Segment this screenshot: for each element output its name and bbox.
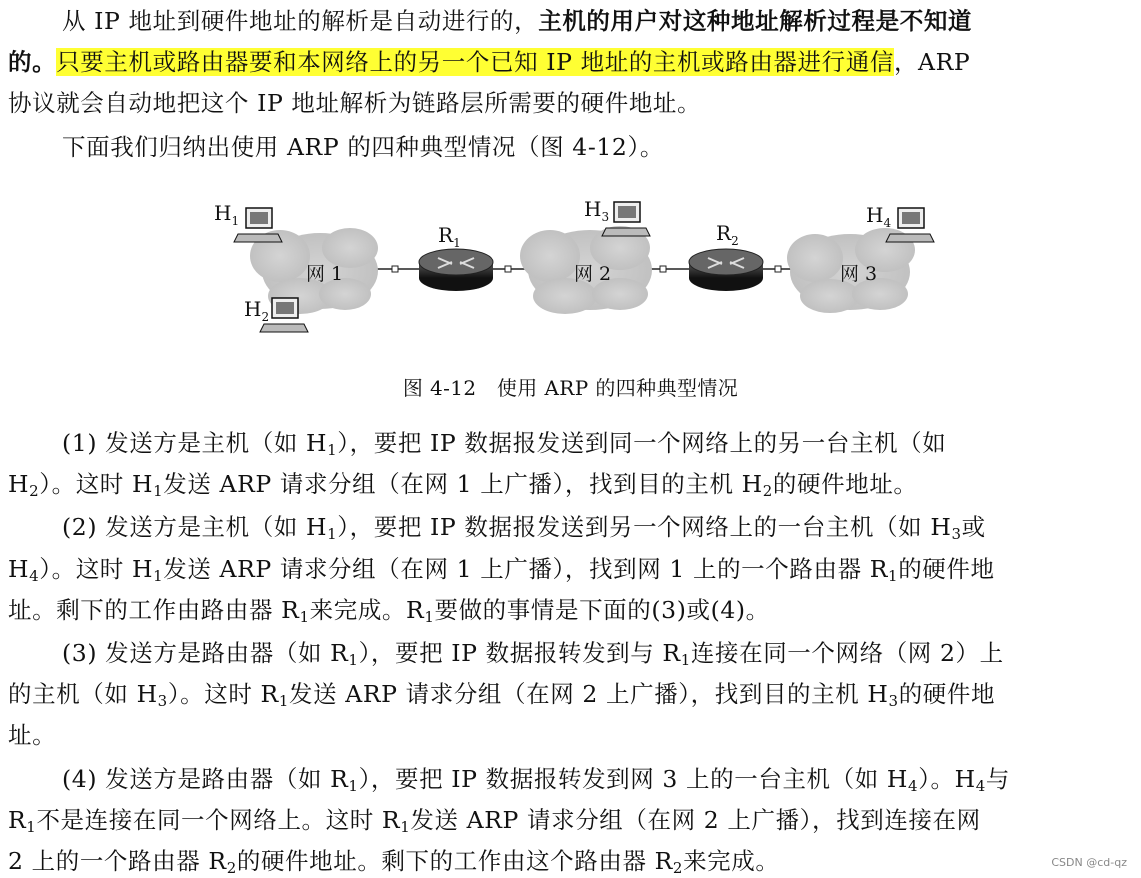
host-h4-computer-icon	[886, 208, 934, 242]
figure-caption: 图 4-12 使用 ARP 的四种典型情况	[402, 376, 739, 400]
case-2-line-2: $H_4$）。这时 $H_1$发送 ARP 请求分组（在网 1 上广播），找到网 1 上的一个路由器 $R_1$的硬件地	[8, 555, 995, 585]
host-h3-computer-icon	[602, 202, 650, 236]
label-h4: $H_4$	[866, 203, 892, 230]
label-net2: 网 2	[574, 263, 612, 285]
intro-text: ，ARP	[893, 48, 971, 76]
case-3-line-3: 址。	[8, 721, 57, 749]
network-diagram	[0, 186, 1141, 366]
case-4-line-1: (4) 发送方是路由器（如 $R_1$），要把 IP 数据报转发到网 3 上的一台主机（如 $H_4$）。$H_4$与	[62, 765, 1010, 795]
label-net1: 网 1	[306, 263, 344, 285]
label-h1: $H_1$	[214, 201, 240, 228]
label-r1: $R_1$	[438, 223, 461, 250]
intro-text: 从 IP 地址到硬件地址的解析是自动进行的，	[62, 7, 539, 35]
label-h3: $H_3$	[584, 197, 610, 224]
router-r1	[419, 249, 493, 291]
intro-bold-text: 主机的用户对这种地址解析过程是不知道	[538, 7, 973, 35]
watermark: CSDN @cd-qz	[1051, 856, 1127, 869]
case-1-line-1: (1) 发送方是主机（如 $H_1$），要把 IP 数据报发送到同一个网络上的另一台主机（如	[62, 429, 947, 459]
intro-line-3: 协议就会自动地把这个 IP 地址解析为链路层所需要的硬件地址。	[8, 89, 702, 117]
highlighted-text: 只要主机或路由器要和本网络上的另一个已知 IP 地址的主机或路由器进行通信	[56, 48, 894, 76]
case-1-line-2: $H_2$）。这时 $H_1$发送 ARP 请求分组（在网 1 上广播），找到目的主机 $H_2$的硬件地址。	[8, 470, 918, 500]
intro-line-4: 下面我们归纳出使用 ARP 的四种典型情况（图 4-12）。	[62, 133, 664, 161]
case-2-line-1: (2) 发送方是主机（如 $H_1$），要把 IP 数据报发送到另一个网络上的一台主机（如 $H_3$或	[62, 513, 986, 543]
case-4-line-3: 2 上的一个路由器 $R_2$的硬件地址。剩下的工作由这个路由器 $R_2$来完成。	[8, 847, 780, 877]
label-net3: 网 3	[840, 263, 878, 285]
case-2-line-3: 址。剩下的工作由路由器 $R_1$来完成。$R_1$要做的事情是下面的(3)或(4)。	[8, 596, 770, 626]
router-r2	[689, 249, 763, 291]
case-4-line-2: $R_1$不是连接在同一个网络上。这时 $R_1$发送 ARP 请求分组（在网 2 上广播），找到连接在网	[8, 806, 981, 836]
host-h1-computer-icon	[234, 208, 282, 242]
intro-bold-text: 的。	[8, 48, 57, 76]
intro-line-1	[62, 4, 972, 38]
label-h2: $H_2$	[244, 297, 270, 324]
case-3-line-1: (3) 发送方是路由器（如 $R_1$），要把 IP 数据报转发到与 $R_1$连接在同一个网络（网 2）上	[62, 639, 1004, 669]
intro-line-2	[8, 45, 970, 79]
label-r2: $R_2$	[716, 221, 739, 248]
case-3-line-2: 的主机（如 $H_3$）。这时 $R_1$发送 ARP 请求分组（在网 2 上广播），找到目的主机 $H_3$的硬件地	[8, 680, 996, 710]
